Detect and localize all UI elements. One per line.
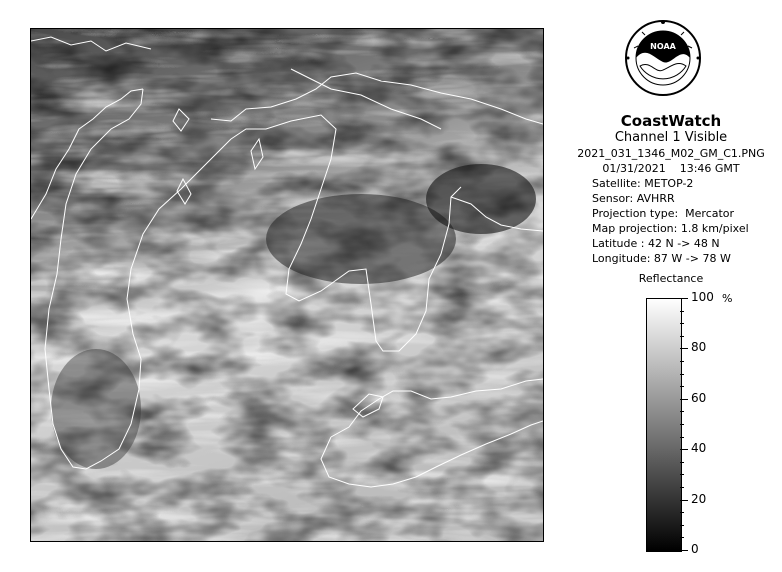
dark-lake-area xyxy=(266,194,456,284)
colorbar-minor-tick xyxy=(680,474,684,475)
projection-type-label: Projection type: Mercator xyxy=(592,207,735,220)
noaa-logo xyxy=(622,18,704,114)
colorbar-tick xyxy=(680,298,688,299)
longitude-label: Longitude: 87 W -> 78 W xyxy=(592,252,731,265)
colorbar-tick-label: 60 xyxy=(691,390,707,405)
reflectance-colorbar xyxy=(646,298,682,552)
satellite-image xyxy=(31,29,543,541)
colorbar-minor-tick xyxy=(680,361,684,362)
colorbar-minor-tick xyxy=(680,336,684,337)
satellite-label: Satellite: METOP-2 xyxy=(592,177,694,190)
legend-title: Reflectance xyxy=(638,272,704,285)
colorbar-tick-label: 80 xyxy=(691,340,707,355)
colorbar-tick-label: 0 xyxy=(691,542,699,556)
colorbar-tick xyxy=(680,500,688,501)
colorbar-minor-tick xyxy=(680,374,684,375)
colorbar-tick xyxy=(680,449,688,450)
colorbar-minor-tick xyxy=(680,462,684,463)
colorbar-minor-tick xyxy=(680,311,684,312)
colorbar-tick-label: 20 xyxy=(691,491,707,506)
channel-label: Channel 1 Visible xyxy=(614,130,728,145)
sensor-label: Sensor: AVHRR xyxy=(592,192,675,205)
colorbar-tick xyxy=(680,550,688,551)
dark-lake-michigan xyxy=(51,349,141,469)
legend-unit: % xyxy=(722,292,733,305)
logo-text: NOAA xyxy=(650,42,676,51)
map-projection-label: Map projection: 1.8 km/pixel xyxy=(592,222,749,235)
info-panel xyxy=(560,0,782,572)
colorbar-tick xyxy=(680,399,688,400)
colorbar-minor-tick xyxy=(680,512,684,513)
colorbar-tick-label: 100 xyxy=(691,290,714,304)
dark-land-area xyxy=(426,164,536,234)
colorbar-minor-tick xyxy=(680,437,684,438)
colorbar-minor-tick xyxy=(680,386,684,387)
colorbar-tick-label: 40 xyxy=(691,441,707,456)
datetime-label: 01/31/2021 13:46 GMT xyxy=(602,162,740,175)
colorbar-minor-tick xyxy=(680,424,684,425)
colorbar-minor-tick xyxy=(680,537,684,538)
colorbar-minor-tick xyxy=(680,411,684,412)
file-name: 2021_031_1346_M02_GM_C1.PNG xyxy=(577,147,765,160)
colorbar-minor-tick xyxy=(680,525,684,526)
colorbar-minor-tick xyxy=(680,323,684,324)
colorbar-minor-tick xyxy=(680,487,684,488)
satellite-map xyxy=(30,28,544,542)
colorbar-tick xyxy=(680,348,688,349)
latitude-label: Latitude : 42 N -> 48 N xyxy=(592,237,720,250)
app-title: CoastWatch xyxy=(620,112,722,130)
